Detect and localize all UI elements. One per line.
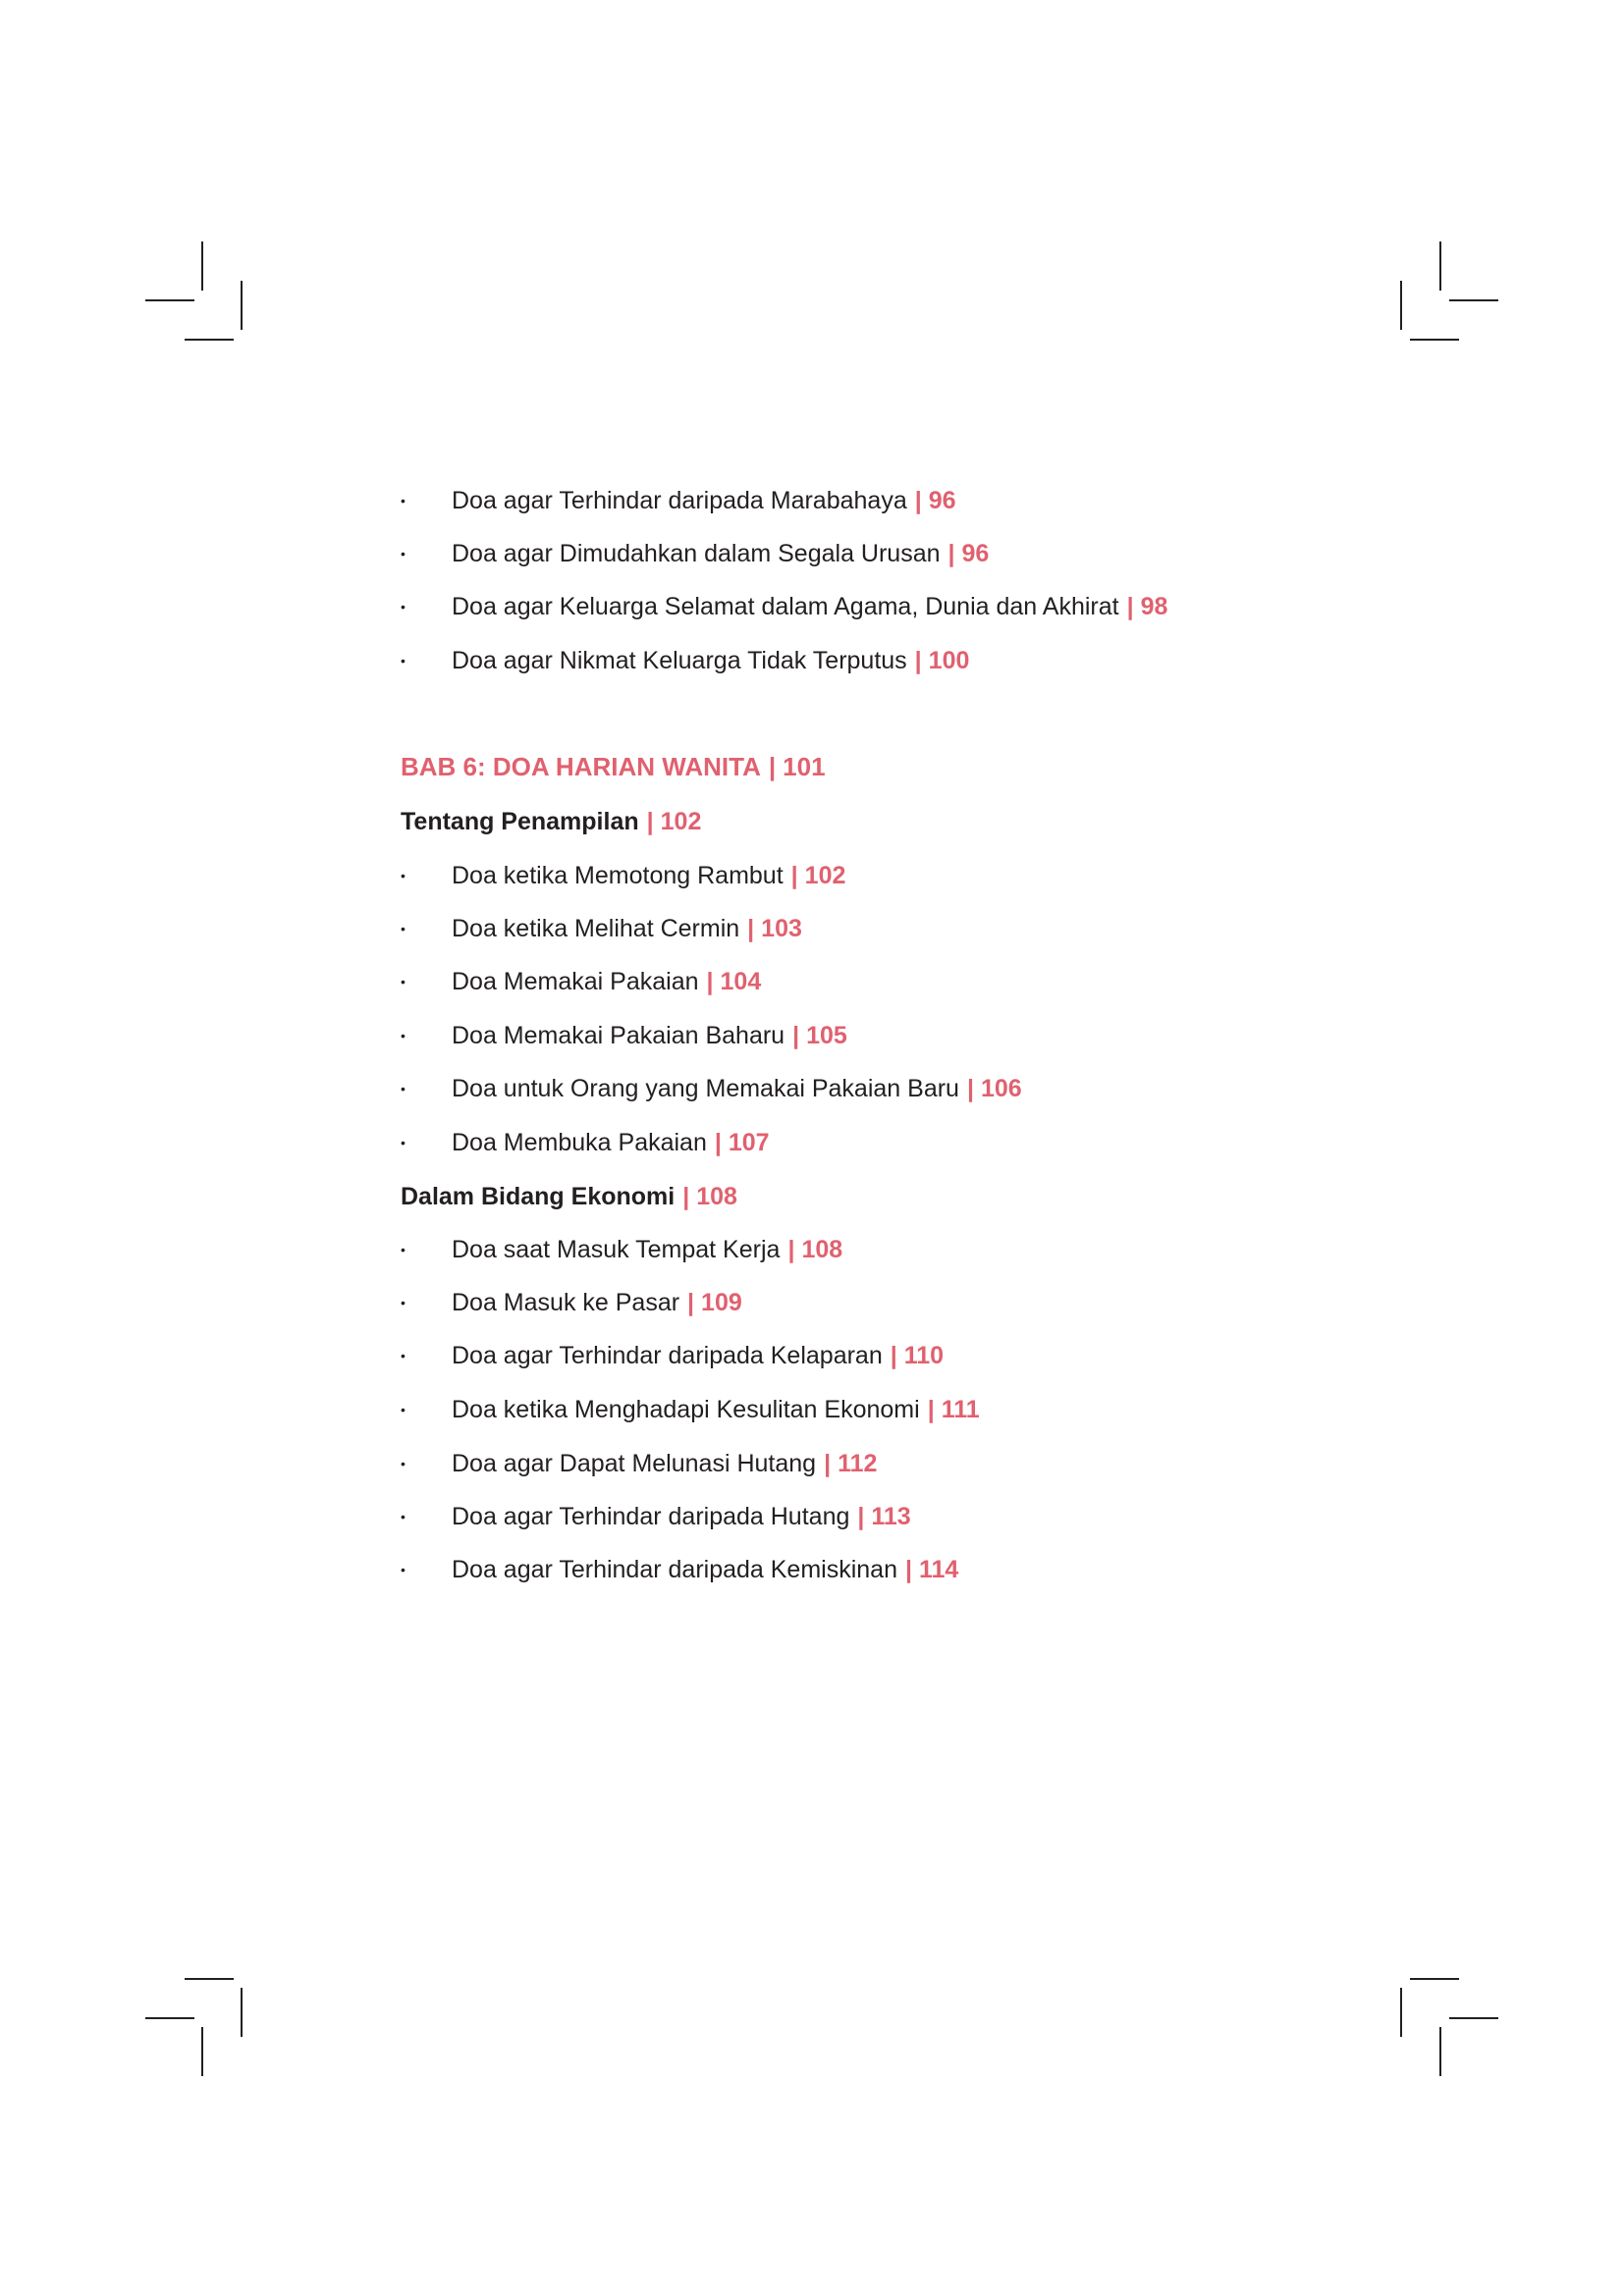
separator: |	[1126, 592, 1134, 620]
toc-item[interactable]	[401, 1390, 980, 1429]
bullet-icon: •	[401, 493, 406, 508]
toc-item-title: Doa agar Terhindar daripada Marabahaya	[452, 486, 907, 514]
bullet-icon: •	[401, 599, 406, 614]
separator: |	[914, 646, 922, 674]
bullet-icon: •	[401, 546, 406, 561]
toc-item-title: Doa agar Dimudahkan dalam Segala Urusan	[452, 539, 941, 567]
toc-item-title: Doa agar Terhindar daripada Kelaparan	[452, 1341, 883, 1369]
section-page: 108	[696, 1182, 737, 1210]
bullet-icon: •	[401, 1509, 406, 1524]
separator: |	[682, 1182, 690, 1210]
separator: |	[824, 1449, 832, 1477]
toc-item-page: 108	[801, 1235, 843, 1263]
bullet-icon: •	[401, 1295, 406, 1310]
separator: |	[706, 967, 714, 995]
toc-item-title: Doa agar Keluarga Selamat dalam Agama, Dunia dan Akhirat	[452, 592, 1119, 620]
bullet-icon: •	[401, 1242, 406, 1257]
toc-item-page: 110	[903, 1341, 945, 1369]
bullet-icon: •	[401, 1402, 406, 1417]
section-title: Dalam Bidang Ekonomi	[401, 1182, 676, 1210]
toc-item[interactable]	[401, 587, 1167, 626]
separator: |	[768, 751, 777, 781]
toc-item-title: Doa Membuka Pakaian	[452, 1128, 707, 1156]
toc-item[interactable]	[401, 641, 969, 680]
toc-item-title: Doa ketika Melihat Cermin	[452, 914, 740, 942]
toc-item-page: 96	[961, 539, 990, 567]
separator: |	[890, 1341, 897, 1369]
toc-item[interactable]	[401, 962, 761, 1001]
toc-item-page: 107	[728, 1128, 770, 1156]
toc-item-page: 113	[871, 1502, 911, 1530]
toc-item-title: Doa agar Nikmat Keluarga Tidak Terputus	[452, 646, 907, 674]
separator: |	[947, 539, 955, 567]
toc-item-page: 111	[941, 1395, 980, 1423]
separator: |	[646, 807, 654, 835]
chapter-page: 101	[783, 751, 826, 781]
toc-item-page: 114	[918, 1555, 959, 1583]
bullet-icon: •	[401, 1028, 406, 1043]
bullet-icon: •	[401, 868, 406, 883]
separator: |	[687, 1288, 695, 1316]
toc-item[interactable]	[401, 856, 845, 895]
separator: |	[790, 861, 798, 889]
toc-item-title: Doa agar Terhindar daripada Hutang	[452, 1502, 850, 1530]
toc-item-page: 106	[980, 1074, 1022, 1102]
toc-item-title: Doa untuk Orang yang Memakai Pakaian Baru	[452, 1074, 959, 1102]
toc-item-title: Doa agar Terhindar daripada Kemiskinan	[452, 1555, 897, 1583]
toc-item[interactable]	[401, 1069, 1022, 1108]
section-page: 102	[660, 807, 702, 835]
toc-item-page: 109	[701, 1288, 742, 1316]
toc-item-title: Doa Memakai Pakaian	[452, 967, 699, 995]
bullet-icon: •	[401, 1081, 406, 1096]
chapter-heading[interactable]	[401, 747, 826, 786]
toc-item[interactable]	[401, 1497, 911, 1536]
toc-item-page: 96	[928, 486, 956, 514]
bullet-icon: •	[401, 653, 406, 668]
toc-item-page: 104	[720, 967, 762, 995]
toc-item[interactable]	[401, 481, 956, 520]
toc-item-title: Doa Masuk ke Pasar	[452, 1288, 680, 1316]
toc-item-title: Doa ketika Menghadapi Kesulitan Ekonomi	[452, 1395, 920, 1423]
bullet-icon: •	[401, 1135, 406, 1150]
separator: |	[714, 1128, 722, 1156]
separator: |	[966, 1074, 974, 1102]
toc-item[interactable]	[401, 1230, 842, 1269]
bullet-icon: •	[401, 921, 406, 936]
separator: |	[914, 486, 922, 514]
toc-item[interactable]	[401, 1283, 742, 1322]
toc-item[interactable]	[401, 1016, 847, 1055]
separator: |	[792, 1021, 800, 1049]
separator: |	[787, 1235, 795, 1263]
separator: |	[904, 1555, 912, 1583]
toc-item-title: Doa saat Masuk Tempat Kerja	[452, 1235, 781, 1263]
separator: |	[857, 1502, 865, 1530]
bullet-icon: •	[401, 1562, 406, 1577]
bullet-icon: •	[401, 1456, 406, 1471]
toc-item[interactable]	[401, 909, 802, 948]
bullet-icon: •	[401, 1348, 406, 1363]
toc-item[interactable]	[401, 1550, 958, 1589]
toc-item-page: 112	[838, 1449, 878, 1477]
toc-item-title: Doa Memakai Pakaian Baharu	[452, 1021, 785, 1049]
toc-item-page: 98	[1140, 592, 1168, 620]
toc-item-page: 105	[806, 1021, 847, 1049]
separator: |	[927, 1395, 935, 1423]
section-title: Tentang Penampilan	[401, 807, 639, 835]
toc-item[interactable]	[401, 1336, 944, 1375]
toc-item-title: Doa agar Dapat Melunasi Hutang	[452, 1449, 817, 1477]
toc-item-page: 102	[804, 861, 846, 889]
bullet-icon: •	[401, 974, 406, 989]
section-heading[interactable]	[401, 1177, 737, 1216]
toc-item-page: 100	[928, 646, 970, 674]
separator: |	[747, 914, 755, 942]
section-heading[interactable]	[401, 802, 701, 841]
chapter-title: BAB 6: DOA HARIAN WANITA	[401, 751, 761, 781]
toc-item[interactable]	[401, 1444, 877, 1483]
toc-item-page: 103	[761, 914, 802, 942]
toc-item[interactable]	[401, 1123, 770, 1162]
toc-item-title: Doa ketika Memotong Rambut	[452, 861, 784, 889]
toc-item[interactable]	[401, 534, 989, 573]
